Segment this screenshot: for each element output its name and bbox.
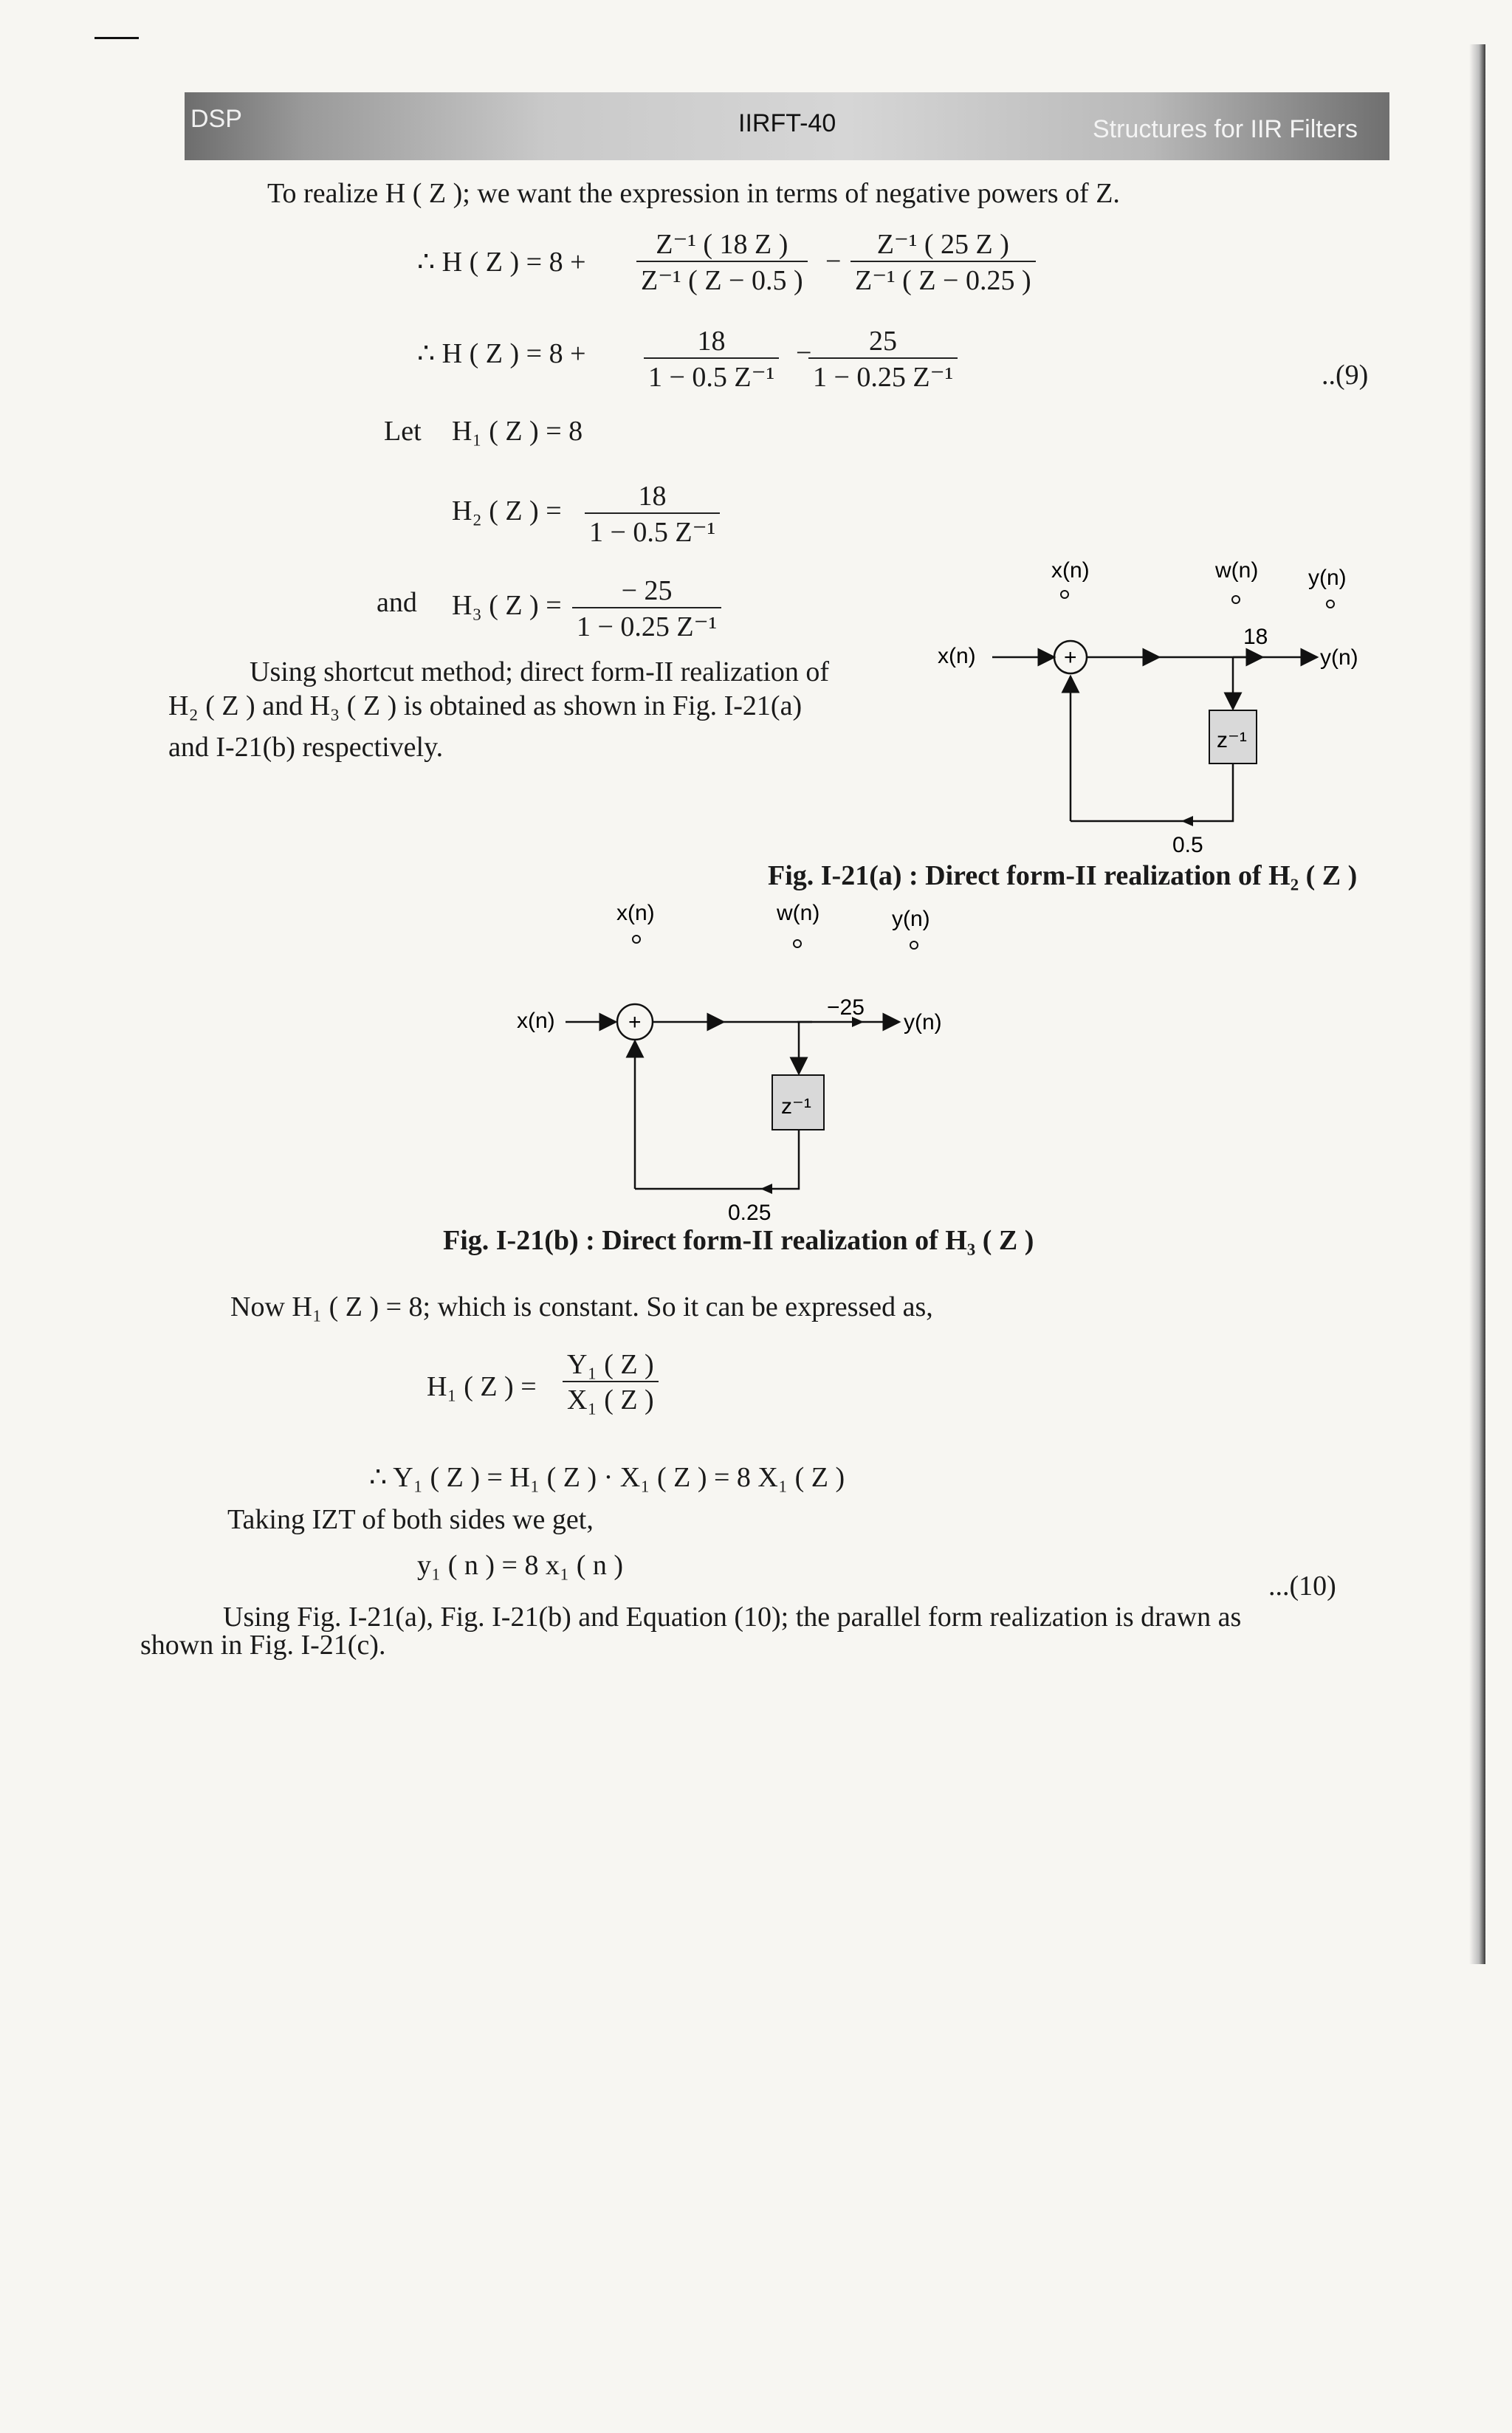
taking-text: Taking IZT of both sides we get,: [227, 1504, 594, 1535]
figb-xn-in: x(n): [517, 1009, 555, 1033]
header-center: IIRFT-40: [738, 109, 836, 137]
eq4-text: ∴ Y₁ ( Z ) = H₁ ( Z ) · X₁ ( Z ) = 8 X₁ ( Z ): [369, 1462, 845, 1493]
h2-num: 18: [638, 481, 667, 512]
eq1-den1: Z⁻¹ ( Z − 0.5 ): [636, 261, 808, 297]
figb-delay-label: z⁻¹: [781, 1094, 811, 1119]
figa-yn-out: y(n): [1320, 645, 1358, 670]
eq2-num1: 18: [697, 326, 726, 357]
figa-xn-top: x(n): [1051, 558, 1090, 583]
h2-frac: [585, 480, 720, 549]
para2-line1: Using Fig. I-21(a), Fig. I-21(b) and Equation (10); the parallel form realization is drawn as: [223, 1602, 1242, 1633]
eq3-den: X₁ ( Z ): [563, 1381, 659, 1416]
para2-line2: shown in Fig. I-21(c).: [140, 1630, 386, 1661]
eq5-tag: ...(10): [1268, 1571, 1336, 1602]
figa-caption: Fig. I-21(a) : Direct form-II realization of H₂ ( Z ): [768, 860, 1358, 891]
eq1-frac2: [850, 227, 1036, 297]
figb-xn-top: x(n): [616, 901, 655, 925]
eq2-den1: 1 − 0.5 Z⁻¹: [644, 357, 779, 394]
eq2-num2: 25: [869, 326, 898, 357]
header-left: DSP: [190, 105, 242, 133]
para1-line3: and I-21(b) respectively.: [168, 732, 444, 763]
h3-lhs: H₃ ( Z ) =: [452, 590, 562, 621]
and-word: and: [377, 587, 417, 618]
figa-wn-top: w(n): [1215, 558, 1259, 583]
figa-xn-node: [1061, 591, 1068, 598]
h1-def: H₁ ( Z ) = 8: [452, 416, 583, 447]
eq5-text: y₁ ( n ) = 8 x₁ ( n ): [417, 1550, 624, 1581]
page-edge-mark: [94, 37, 139, 39]
eq3-num: Y₁ ( Z ): [567, 1349, 654, 1380]
eq1-num2: Z⁻¹ ( 25 Z ): [876, 229, 1009, 260]
h3-den: 1 − 0.25 Z⁻¹: [572, 607, 721, 643]
h3-num: − 25: [621, 575, 673, 606]
figa-xn-in: x(n): [938, 644, 976, 668]
figa-delay-label: z⁻¹: [1217, 728, 1247, 752]
figb-yn-node: [910, 941, 918, 949]
figa-feedback-arrow: [1181, 816, 1193, 826]
eq2-den2: 1 − 0.25 Z⁻¹: [808, 357, 958, 394]
intro-text: To realize H ( Z ); we want the expression in terms of negative powers of Z.: [267, 178, 1120, 209]
h2-lhs: H₂ ( Z ) =: [452, 495, 562, 526]
eq1-minus: −: [825, 246, 842, 277]
eq2-tag: ..(9): [1322, 360, 1369, 391]
figb-wn-top: w(n): [777, 901, 820, 925]
eq3-frac: [563, 1348, 659, 1416]
figure-b-diagram: [517, 899, 975, 1224]
figb-xn-node: [633, 936, 640, 943]
eq3-lhs: H₁ ( Z ) =: [427, 1371, 537, 1402]
figa-adder-plus: +: [1064, 645, 1077, 670]
binding-edge: [1469, 44, 1485, 1964]
figb-gain-label: −25: [827, 995, 865, 1020]
para1-line1: Using shortcut method; direct form-II realization of: [250, 656, 830, 687]
eq1-num1: Z⁻¹ ( 18 Z ): [656, 229, 788, 260]
figb-feedback-arrow: [760, 1184, 772, 1194]
figa-gain-label: 18: [1243, 625, 1268, 649]
eq1-den2: Z⁻¹ ( Z − 0.25 ): [850, 261, 1036, 297]
now-text: Now H₁ ( Z ) = 8; which is constant. So it can be expressed as,: [230, 1291, 933, 1322]
let-word: Let: [384, 416, 422, 447]
eq1-frac1: [636, 227, 808, 297]
eq1-lhs: ∴ H ( Z ) = 8 +: [417, 247, 586, 278]
eq2-minus: −: [796, 337, 812, 368]
figb-wn-node: [794, 940, 801, 947]
h2-den: 1 − 0.5 Z⁻¹: [585, 512, 720, 549]
eq2-frac2: [808, 325, 958, 394]
figb-adder-plus: +: [628, 1010, 642, 1034]
figb-feedback-line: [635, 1130, 799, 1189]
para1-line2: H₂ ( Z ) and H₃ ( Z ) is obtained as shown in Fig. I-21(a): [168, 690, 803, 721]
figa-yn-top: y(n): [1308, 566, 1347, 590]
figb-yn-top: y(n): [892, 907, 930, 931]
figb-yn-out: y(n): [904, 1010, 942, 1034]
figure-a-diagram: [938, 554, 1410, 857]
figa-feedback-line: [1071, 763, 1233, 821]
figa-yn-node: [1327, 600, 1334, 608]
h3-frac: [572, 574, 721, 643]
eq2-lhs: ∴ H ( Z ) = 8 +: [417, 338, 586, 369]
header-right: Structures for IIR Filters: [1093, 115, 1358, 143]
eq2-frac1: [644, 325, 779, 394]
figb-feedback-label: 0.25: [728, 1201, 772, 1224]
figa-wn-node: [1232, 596, 1240, 603]
figb-caption: Fig. I-21(b) : Direct form-II realization of H₃ ( Z ): [443, 1225, 1034, 1256]
figa-feedback-label: 0.5: [1172, 833, 1203, 857]
